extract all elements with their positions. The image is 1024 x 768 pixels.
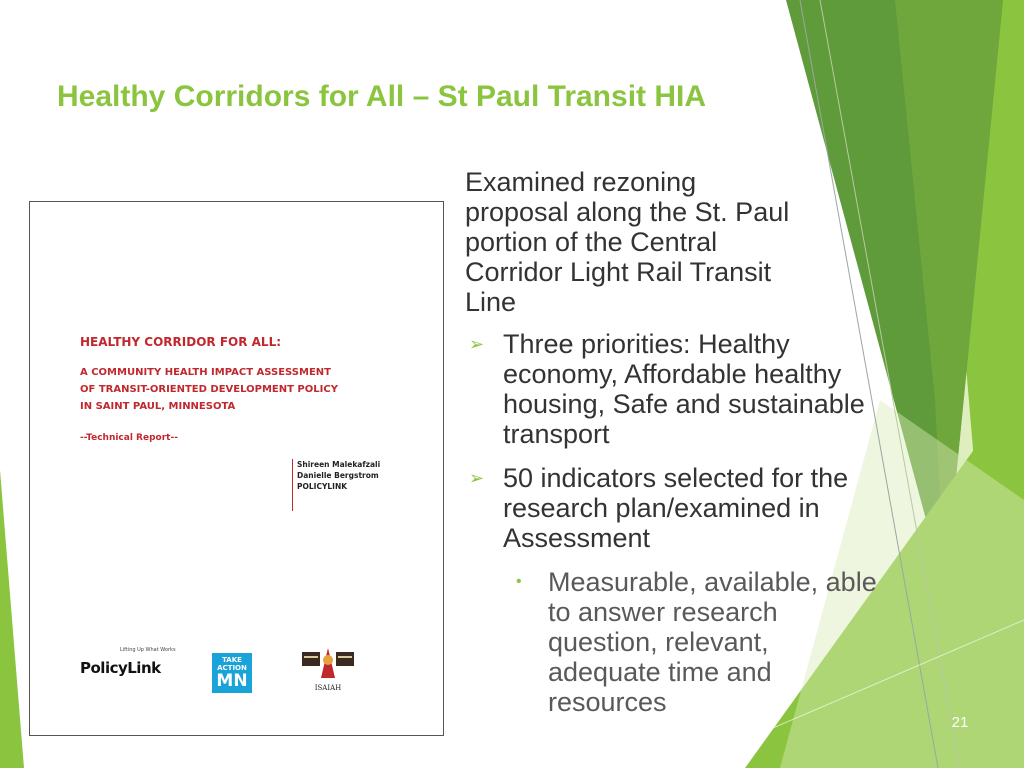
isaiah-emblem-icon: [302, 648, 354, 684]
slide-title: Healthy Corridors for All – St Paul Transit HIA: [57, 80, 707, 113]
report-type: --Technical Report--: [80, 433, 178, 443]
report-authors: [292, 459, 380, 511]
arrow-bullet-icon: ➢: [469, 468, 485, 488]
dot-bullet-icon: •: [516, 573, 522, 590]
policylink-name: PolicyLink: [80, 659, 161, 677]
policylink-tagline: Lifting Up What Works: [120, 647, 176, 653]
bullet-text: 50 indicators selected for the research plan/examined in Assessment: [503, 463, 849, 553]
bullet-item: [465, 329, 895, 449]
report-author: Shireen Malekafzali: [297, 460, 381, 469]
report-subtitle-line: OF TRANSIT-ORIENTED DEVELOPMENT POLICY: [80, 384, 338, 395]
page-number: 21: [951, 714, 969, 731]
bg-shape-left: [0, 470, 24, 768]
take-action-text: TAKE ACTION: [217, 656, 247, 672]
slide-content: [465, 167, 895, 717]
sub-bullet-text: Measurable, available, able to answer research question, relevant, adequate time and resources: [548, 567, 877, 717]
report-subtitle-line: A COMMUNITY HEALTH IMPACT ASSESSMENT: [80, 367, 331, 378]
report-subtitle: [80, 364, 338, 415]
sub-bullet-item: [516, 567, 878, 717]
mn-text: MN: [216, 671, 248, 691]
bullet-item: [465, 463, 895, 553]
report-cover-image: [29, 201, 444, 736]
report-subtitle-line: IN SAINT PAUL, MINNESOTA: [80, 401, 236, 412]
report-author: Danielle Bergstrom: [297, 471, 379, 480]
take-action-mn-logo: [212, 653, 252, 693]
policylink-logo: [80, 647, 175, 687]
isaiah-logo: [302, 648, 354, 694]
arrow-bullet-icon: ➢: [469, 334, 485, 354]
isaiah-label: ISAIAH: [314, 684, 342, 692]
report-main-title: HEALTHY CORRIDOR FOR ALL:: [80, 335, 282, 349]
intro-text: Examined rezoning proposal along the St. Paul portion of the Central Corridor Light Rail Transit Line: [465, 167, 790, 317]
bullet-text: Three priorities: Healthy economy, Affordable healthy housing, Safe and sustainable transport: [503, 329, 865, 449]
report-author-org: POLICYLINK: [297, 482, 348, 491]
